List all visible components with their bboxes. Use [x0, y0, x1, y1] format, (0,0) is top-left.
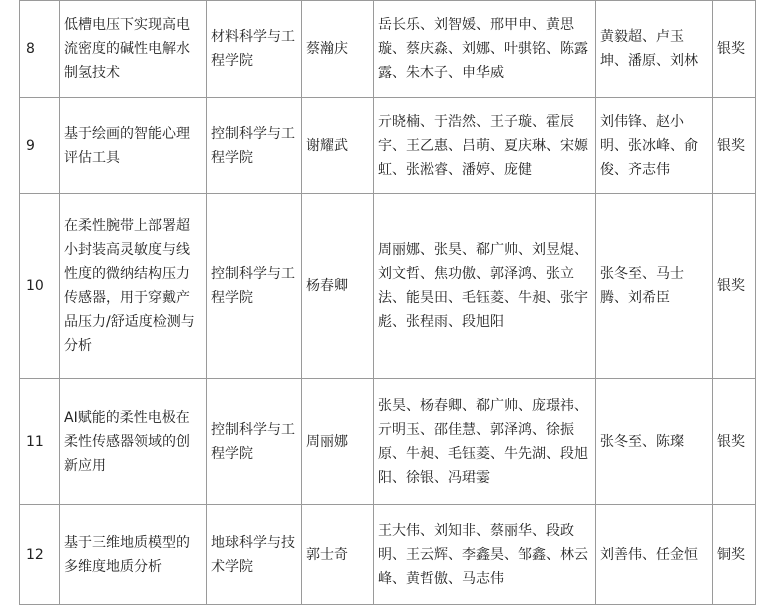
team-members: 亓晓楠、于浩然、王子璇、霍辰宇、王乙惠、吕萌、夏庆琳、宋嫄虹、张淞睿、潘婷、庞健: [374, 98, 596, 194]
college-name: 控制科学与工程学院: [207, 194, 302, 379]
award-level: 银奖: [713, 98, 756, 194]
team-members: 岳长乐、刘智媛、邢甲申、黄思璇、蔡庆淼、刘娜、叶骐铭、陈露露、朱木子、申华威: [374, 1, 596, 98]
advisors: 刘伟锋、赵小明、张冰峰、俞俊、齐志伟: [596, 98, 713, 194]
advisors: 张冬至、马士腾、刘希臣: [596, 194, 713, 379]
project-leader: 杨春卿: [302, 194, 374, 379]
award-level: 银奖: [713, 1, 756, 98]
award-table: [19, 0, 756, 605]
team-members: 王大伟、刘知非、蔡丽华、段政明、王云辉、李鑫昊、邹鑫、林云峰、黄哲傲、马志伟: [374, 505, 596, 605]
row-number: 10: [20, 194, 60, 379]
team-members: 周丽娜、张昊、郗广帅、刘昱焜、刘文哲、焦功傲、郭泽鸿、张立法、能昊田、毛钰菱、牛昶、张宇彪、张程雨、段旭阳: [374, 194, 596, 379]
row-number: 11: [20, 379, 60, 505]
project-leader: 郭士奇: [302, 505, 374, 605]
project-title: 在柔性腕带上部署超小封装高灵敏度与线性度的微纳结构压力传感器，用于穿戴产品压力/舒适度检测与分析: [60, 194, 207, 379]
college-name: 材料科学与工程学院: [207, 1, 302, 98]
award-level: 银奖: [713, 379, 756, 505]
college-name: 控制科学与工程学院: [207, 379, 302, 505]
award-level: 银奖: [713, 194, 756, 379]
table-row: [20, 98, 756, 194]
row-number: 9: [20, 98, 60, 194]
table-row: [20, 505, 756, 605]
college-name: 地球科学与技术学院: [207, 505, 302, 605]
advisors: 张冬至、陈璨: [596, 379, 713, 505]
project-leader: 蔡瀚庆: [302, 1, 374, 98]
table-row: [20, 1, 756, 98]
award-level: 铜奖: [713, 505, 756, 605]
project-title: 基于绘画的智能心理评估工具: [60, 98, 207, 194]
project-leader: 谢耀武: [302, 98, 374, 194]
row-number: 8: [20, 1, 60, 98]
team-members: 张昊、杨春卿、郗广帅、庞璟祎、亓明玉、邵佳慧、郭泽鸿、徐振原、牛昶、毛钰菱、牛先湖、段旭阳、徐银、冯珺霎: [374, 379, 596, 505]
row-number: 12: [20, 505, 60, 605]
project-title: 基于三维地质模型的多维度地质分析: [60, 505, 207, 605]
project-leader: 周丽娜: [302, 379, 374, 505]
advisors: 刘善伟、任金恒: [596, 505, 713, 605]
project-title: AI赋能的柔性电极在柔性传感器领域的创新应用: [60, 379, 207, 505]
table-row: [20, 379, 756, 505]
table-row: [20, 194, 756, 379]
college-name: 控制科学与工程学院: [207, 98, 302, 194]
advisors: 黄毅超、卢玉坤、潘原、刘林: [596, 1, 713, 98]
project-title: 低槽电压下实现高电流密度的碱性电解水制氢技术: [60, 1, 207, 98]
